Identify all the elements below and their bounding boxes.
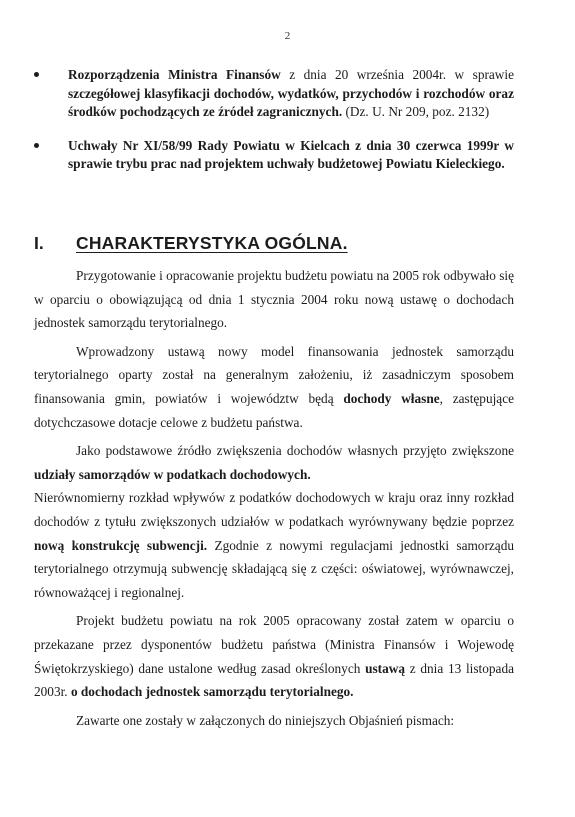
list-item [34,137,514,174]
emphasis: ustawą [365,660,406,676]
resolution-text: Uchwały Nr XI/58/99 Rady Powiatu w Kielcach z dnia 30 czerwca 1999r w sprawie trybu prac nad projektem uchwały budżetowej Powiatu Kieleckiego. [68,137,514,171]
bullet-icon [34,143,39,148]
paragraph: Przygotowanie i opracowanie projektu budżetu powiatu na 2005 rok odbywało się w oparciu o obowiązującą od dnia 1 stycznia 2004 roku nową ustawę o dochodach jednostek samorządu terytorialnego. [34,268,514,331]
list-item-text [68,137,514,174]
paragraph: Nierównomierny rozkład wpływów z podatków dochodowych w kraju oraz inny rozkład dochodów z tytułu zwiększonych udziałów w podatkach wyrównywany będzie poprzez nową konstrukcję subwencji. Zgodnie z nowymi regulacjami jednostki samorządu terytorialnego otrzymują subwencję składającą się z części: oświatowej, wyrównawczej, równoważącej i regionalnej. [34,490,514,600]
regulation-name: Rozporządzenia Ministra Finansów [68,67,281,82]
emphasis: dochody własne [343,390,440,406]
section-body [34,264,514,737]
list-item [34,66,514,122]
regulation-reference: (Dz. U. Nr 209, poz. 2132) [342,104,490,119]
section-title: CHARAKTERYSTYKA OGÓLNA. [76,233,348,253]
section-heading [34,232,514,254]
emphasis: nową konstrukcję subwencji. [34,537,208,553]
section-number: I. [34,233,44,253]
bullet-icon [34,72,39,77]
regulation-date: z dnia 20 września 2004r. w sprawie [280,67,514,82]
paragraph: Wprowadzony ustawą nowy model finansowania jednostek samorządu terytorialnego oparty został na generalnym założeniu, iż zasadniczym sposobem finansowania gmin, powiatów i województw będą dochody własne, zastępujące dotychczasowe dotacje celowe z budżetu państwa. [34,343,514,430]
emphasis: o dochodach jednostek samorządu terytorialnego. [70,684,354,700]
emphasis: udziały samorządów w podatkach dochodowych. [34,466,311,482]
legal-basis-list [34,66,514,189]
page-number: 2 [284,30,291,42]
paragraph: Jako podstawowe źródło zwiększenia dochodów własnych przyjęto zwiększone udziały samorządów w podatkach dochodowych. [34,443,514,482]
regulation-subject: szczegółowej klasyfikacji dochodów, wydatków, przychodów i rozchodów oraz środków pochodzących ze źródeł zagranicznych. [68,85,514,119]
list-item-text [68,66,514,122]
paragraph: Zawarte one zostały w załączonych do niniejszych Objaśnień pismach: [76,712,455,728]
paragraph: Projekt budżetu powiatu na rok 2005 opracowany został zatem w oparciu o przekazane przez dysponentów budżetu państwa (Ministra Finansów i Wojewodę Świętokrzyskiego) dane ustalone według zasad określonych ustawą z dnia 13 listopada 2003r. o dochodach jednostek samorządu terytorialnego. [34,613,514,700]
